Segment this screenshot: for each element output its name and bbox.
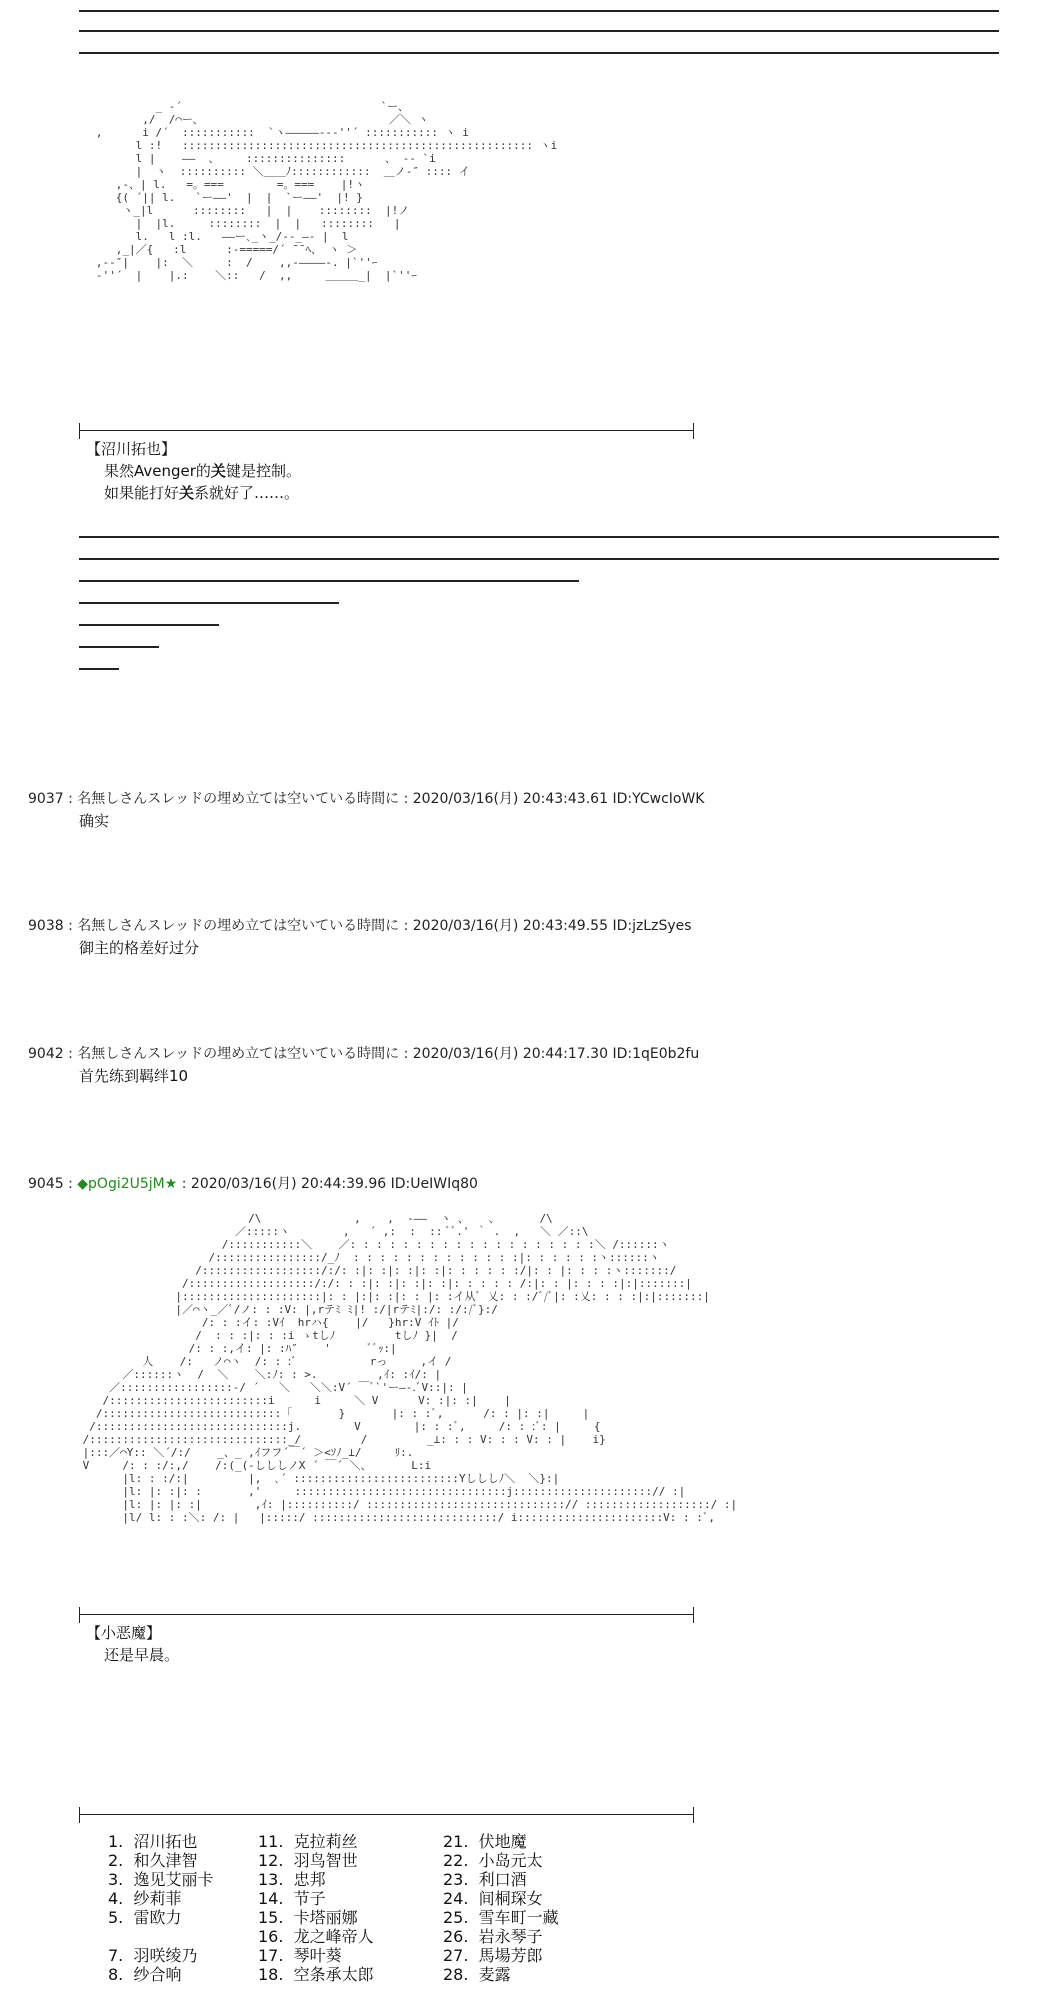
post-number[interactable]: 9042 [28, 1046, 64, 1062]
roster-entry: 5. 雷欧力 [108, 1908, 182, 1927]
roster-entry: 21. 伏地魔 [443, 1832, 527, 1851]
post-id[interactable]: ID:UeIWIq80 [390, 1176, 478, 1192]
roster-entry: 24. 间桐琛女 [443, 1889, 543, 1908]
roster-entry: 7. 羽咲绫乃 [108, 1946, 198, 1965]
roster-entry: 18. 空条承太郎 [258, 1965, 374, 1984]
roster-entry: 17. 琴叶葵 [258, 1946, 342, 1965]
dialogue-line: 如果能打好关系就好了……。 [104, 484, 300, 502]
speech-frame-top [79, 430, 694, 431]
speech-frame-top [79, 1614, 694, 1615]
poster-tripcode: ◆pOgi2U5jM★ [77, 1176, 178, 1192]
post-number[interactable]: 9038 [28, 918, 64, 934]
post-number[interactable]: 9037 [28, 791, 64, 807]
post-time: 20:43:49.55 [522, 918, 608, 934]
roster-entry: 1. 沼川拓也 [108, 1832, 198, 1851]
roster-entry: 11. 克拉莉丝 [258, 1832, 358, 1851]
separator-line [79, 646, 159, 648]
separator-line [79, 30, 999, 32]
roster-entry: 8. 纱合响 [108, 1965, 182, 1984]
post-date: 2020/03/16(月) [412, 791, 519, 807]
separator-line [79, 668, 119, 670]
speaker-label: 【沼川拓也】 [86, 440, 177, 458]
post-header: 9037 : 名無しさんスレッドの埋め立ては空いている時間に : 2020/03/16(月) 20:43:43.61 ID:YCwcIoWK [28, 791, 705, 807]
separator-line [79, 52, 999, 54]
post-date: 2020/03/16(月) [412, 1046, 519, 1062]
ascii-art-character: /\ , , ‐―― ヽ 、 、 /\ ／:::::ヽ , ´ ,: : :: ﾞﾞ.' ｀ . , ＼ ／::\ /:::::::::::＼ ／: : : : : : : : : : : : : : : : : : :＼ /::::::ヽ /::::::::::::::::/_ﾉ : : : : : : : : : : : : :|: : : : : :ヽ::::::ヽ /::::::::::::::::::/:/: :|: :|: :|: :|: : : : : :/|: : |: : : :ヽ:::::::/ /:::::::::::::::::::/:/: : :|: :|: :|: :|: : : : : /:|: : |: : : :|:|:::::::| |:::::::::::::::::::::|: : |:|: :|: : |: :イ从ﾞ 乂: : :/ﾞ/ﾞ|: :乂: : : :|:|:::::::| |／⌒ヽ_／ﾞ/ノ: : :V: |,rテﾐ ﾐ|! :/|rテﾐ|:/: :/:/ﾞ}:/ /: : :イ: :Vｲ hrハ{ |/ }hr:V ｲﾄ |/ / : : :|: : :i ゝtしﾉ tしﾉ }| / /: : :,イ: |: :ﾊ″ ' ﾞﾞｯ:| 人 /: ノ⌒ヽ /: : :ﾞ rっ ,イ / ／::::::ヽ / ＼ ＼:ﾉ: : >. ,ｲ: :ｲ/: | ／:::::::::::::::::-/ ´ ＼ ＼＼:V´ ￣ﾞ`'ー―‐.ﾞV::|: | /::::::::::::::::::::::::i i ＼ V V: :|: :| | /:::::::::::::::::::::::::::「 } |: : :ﾞ, /: : |: :| | /:::::::::::::::::::::::::::::j. V |: : :ﾞ, /: : :ﾞ: | { /::::::::::::::::::::::::::::::_/ / _⊥: : : V: : : V: : | i} |:::／⌒Y:: ＼´/:/ _、_ ,ｲフフ´￣´ ＞<ｿﾉ_⊥/ ﾘ:. V /: : :/:,/ /:(_(‐しししノX ´ ￣´ ＼、 L:i |l: : :/:| |, ､´ :::::::::::::::::::::::::Yしししﾉ＼ ＼}:| |l: |: :|: : ,' ::::::::::::::::::::::::::::::::j:::::::::::::::::::::// :| |l: |: |: :| ,ｲ: |::::::::::/ ::::::::::::::::::::::::::::::// :::::::::::::::::::/ :| |l/ l: : :＼: /: | |:::::/ ::::::::::::::::::::::::::::/ i::::::::::::::::::::::V: : :ﾞ, [82, 1212, 738, 1524]
roster-entry: 27. 馬場芳郎 [443, 1946, 543, 1965]
roster-frame-top [79, 1814, 694, 1815]
speaker-label: 【小恶魔】 [86, 1624, 162, 1642]
separator-line [79, 536, 999, 538]
separator-line [79, 624, 219, 626]
post-header: 9038 : 名無しさんスレッドの埋め立ては空いている時間に : 2020/03/16(月) 20:43:49.55 ID:jzLzSyes [28, 918, 692, 934]
roster-entry: 28. 麦露 [443, 1965, 511, 1984]
roster-entry: 15. 卡塔丽娜 [258, 1908, 358, 1927]
separator-line [79, 602, 339, 604]
roster-entry: 2. 和久津智 [108, 1851, 198, 1870]
post-header: 9045 : ◆pOgi2U5jM★ : 2020/03/16(月) 20:44:39.96 ID:UeIWIq80 [28, 1176, 478, 1192]
ascii-art-character: _ -´ `ー、 ,/ /⌒ー、 ／＼ ヽ , i /´ ::::::::::: `ヽ―――――‐-‐''´ ::::::::::: ヽ i l :! ::::::::::::::::::::::::::::::::::::::::::::::::::::: ヽi l | ―― 、 ::::::::::::::: 、 ‐‐ `i | ヽ :::::::::: ＼＿＿ﾉ:::::::::::: ＿ノ‐″ :::: イ ,‐、| l. =。=== =。=== |!ヽ {( ´|| l. `ー――' | | `ー――' |! } ヽ_|l :::::::: | | :::::::: |!ノ | |l. :::::::: | | :::::::: | l. l :l. ――ー､_ヽ_/‐‐_―‐ | l ,_|／{ :l :‐=====/´ ̄ ̄ ﾍ、 ヽ ＞ ,-‐″| |: ＼ : / ,,‐――――‐. |`''ｰ -''´ | |.: ＼:: / ,, ＿＿＿_| |`''ｰ [95, 100, 558, 282]
roster-entry: 16. 龙之峰帝人 [258, 1927, 374, 1946]
post-id[interactable]: ID:1qE0b2fu [612, 1046, 700, 1062]
post-time: 20:43:43.61 [522, 791, 608, 807]
post-time: 20:44:39.96 [301, 1176, 387, 1192]
dialogue-line: 还是早晨。 [104, 1646, 180, 1664]
roster-entry: 22. 小岛元太 [443, 1851, 543, 1870]
post-body: 确实 [79, 812, 110, 830]
poster-name: 名無しさんスレッドの埋め立ては空いている時間に [77, 1046, 400, 1062]
post-body: 御主的格差好过分 [79, 939, 200, 957]
post-time: 20:44:17.30 [522, 1046, 608, 1062]
roster-entry: 23. 利口酒 [443, 1870, 527, 1889]
roster-column [258, 1832, 458, 1984]
separator-line [79, 580, 579, 582]
post-body: 首先练到羁绊10 [79, 1067, 189, 1085]
roster-entry: 4. 纱莉菲 [108, 1889, 182, 1908]
separator-line [79, 10, 999, 12]
roster-entry: 3. 逸见艾丽卡 [108, 1870, 214, 1889]
roster-column [443, 1832, 643, 1984]
roster-entry: 26. 岩永琴子 [443, 1927, 543, 1946]
post-id[interactable]: ID:jzLzSyes [612, 918, 692, 934]
roster-entry: 25. 雪车町一藏 [443, 1908, 559, 1927]
roster-entry: 14. 节子 [258, 1889, 326, 1908]
post-date: 2020/03/16(月) [412, 918, 519, 934]
poster-name: 名無しさんスレッドの埋め立ては空いている時間に [77, 918, 400, 934]
post-number[interactable]: 9045 [28, 1176, 64, 1192]
post-header: 9042 : 名無しさんスレッドの埋め立ては空いている時間に : 2020/03/16(月) 20:44:17.30 ID:1qE0b2fu [28, 1046, 700, 1062]
separator-line [79, 558, 999, 560]
post-date: 2020/03/16(月) [190, 1176, 297, 1192]
dialogue-line: 果然Avenger的关键是控制。 [104, 462, 301, 480]
roster-entry: 12. 羽鸟智世 [258, 1851, 358, 1870]
poster-name: 名無しさんスレッドの埋め立ては空いている時間に [77, 791, 400, 807]
post-id[interactable]: ID:YCwcIoWK [612, 791, 705, 807]
roster-entry: 13. 忠邦 [258, 1870, 326, 1889]
